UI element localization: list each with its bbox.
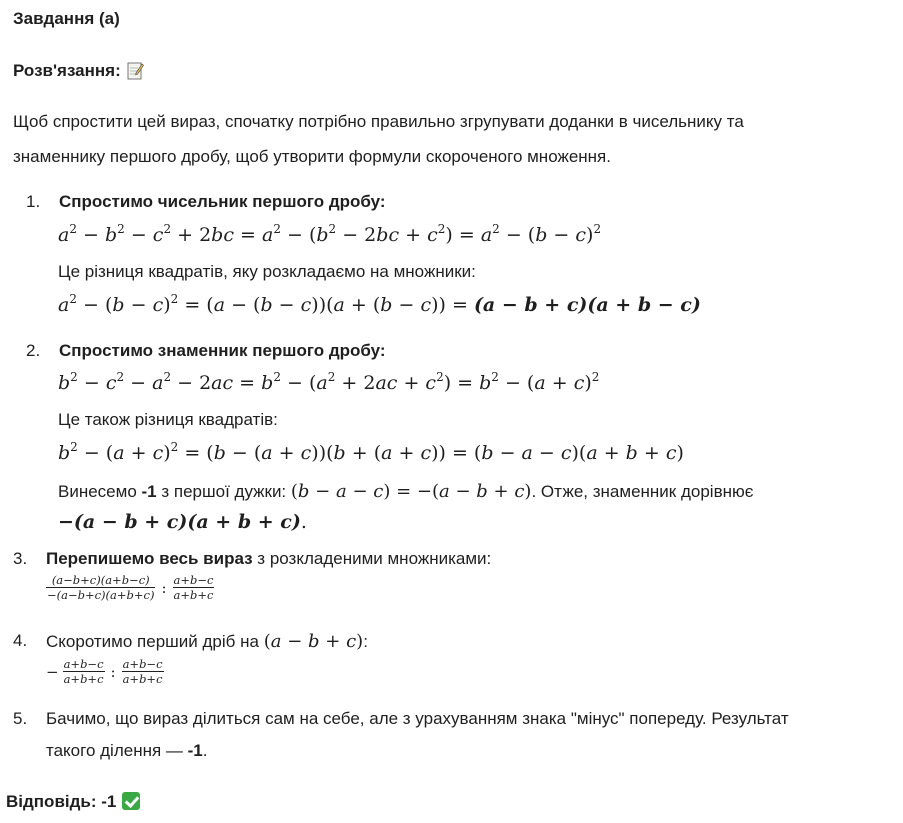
step-5-line-2-start: такого ділення — (46, 741, 188, 760)
solution-label: Розв'язання: (13, 61, 121, 80)
step-2-formula-1: $b^2 - c^2 - a^2 - 2ac = b^2 - (a^2 + 2ac + c^2) = b^2 - (a + c)^2$ (58, 370, 600, 394)
step-1-text: Це різниця квадратів, яку розкладаємо на множники: (58, 262, 476, 281)
solution-label-row (13, 61, 144, 81)
step-2-note-bold: -1 (141, 482, 157, 501)
answer-row (6, 792, 140, 812)
step-2-note-start: Винесемо (58, 482, 142, 501)
step-2-note-mid: з першої дужки: (156, 482, 291, 501)
step-1-number: 1. (26, 192, 41, 211)
step-4-number: 4. (13, 631, 28, 650)
step-3-text: з розкладеними множниками: (252, 549, 492, 568)
step-3-heading: Перепишемо весь вираз (46, 549, 253, 568)
step-2-number: 2. (26, 341, 41, 360)
task-title: Завдання (а) (13, 9, 120, 28)
step-5-line-2-end: . (202, 741, 208, 760)
step-4-expression: − $\frac{a+b-c}{a+b+c}$ : $\frac{a+b-c}{a+b+c}$ (46, 657, 163, 686)
step-2-result: −(a − b + c)(a + b + c). (58, 511, 307, 533)
step-5-number: 5. (13, 709, 28, 728)
step-5-line-2-bold: -1 (187, 741, 203, 760)
memo-icon (127, 61, 144, 80)
step-4-text: Скоротимо перший дріб на (46, 632, 264, 651)
step-3-line (46, 549, 491, 569)
step-1-heading: Спростимо чисельник першого дробу: (59, 192, 386, 211)
step-2-note: Винесемо -1 з першої дужки: (b − a − c) = −(a − b + c). Отже, знаменник дорівнює (58, 481, 754, 502)
step-1-formula-2: $a^2 - (b - c)^2 = (a - (b - c))(a + (b - c)) = (a - b + c)(a + b - c)$ (58, 292, 701, 316)
step-3-expression: $\frac{(a-b+c)(a+b-c)}{-(a-b+c)(a+b+c)}$ : $\frac{a+b-c}{a+b+c}$ (47, 573, 214, 602)
step-3-number: 3. (13, 549, 28, 568)
step-2-text: Це також різниця квадратів: (58, 410, 278, 429)
step-5-line-2 (46, 741, 208, 761)
step-2-note-end: . Отже, знаменник дорівнює (531, 482, 754, 501)
step-1-formula-1: $a^2 - b^2 - c^2 + 2bc = a^2 - (b^2 - 2bc + c^2) = a^2 - (b - c)^2$ (58, 222, 602, 246)
intro-line-1: Щоб спростити цей вираз, спочатку потрібно правильно згрупувати доданки в чисельнику та (13, 112, 744, 131)
intro-line-2: знаменнику першого дробу, щоб утворити формули скороченого множення. (13, 147, 611, 166)
step-5-line-1: Бачимо, що вираз ділиться сам на себе, але з урахуванням знака "мінус" попереду. Результат (46, 709, 789, 728)
step-4-line: Скоротимо перший дріб на (a − b + c): (46, 631, 368, 652)
check-mark-icon (122, 792, 140, 810)
step-2-heading: Спростимо знаменник першого дробу: (59, 341, 386, 360)
step-2-formula-2: $b^2 - (a + c)^2 = (b - (a + c))(b + (a + c)) = (b - a - c)(a + b + c)$ (58, 440, 684, 464)
answer-label: Відповідь: -1 (6, 792, 117, 811)
